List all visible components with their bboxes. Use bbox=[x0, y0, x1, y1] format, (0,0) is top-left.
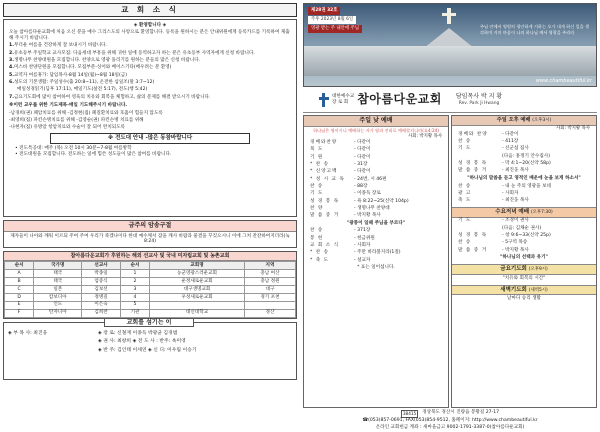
table-cell: F bbox=[5, 309, 34, 317]
table-cell: 3 bbox=[120, 285, 149, 293]
missions-box bbox=[3, 251, 297, 319]
dawn-sermon: 날마다 승리 생활 bbox=[507, 296, 541, 302]
missions-table bbox=[4, 261, 296, 317]
table-cell bbox=[244, 301, 295, 309]
table-row bbox=[5, 309, 296, 317]
col-header: 지역 bbox=[244, 262, 295, 270]
date-badge: 주후 2023년 8월 6일 bbox=[308, 16, 356, 24]
news-item: ◈ 환영합니다 ◈ bbox=[133, 23, 167, 28]
serve-row: ◈ 반 주: 김인태 이세연 ◈ 신 디: 이우림 이승기 bbox=[98, 347, 197, 353]
order-row: 찬 송 - 5구역 목송 bbox=[458, 240, 528, 246]
evangelism-body bbox=[9, 144, 291, 159]
table-cell: 운정새로운교회 bbox=[150, 278, 245, 286]
right-page bbox=[303, 3, 597, 431]
wed-service-title: 수요저녁 예배 (오후7:30) bbox=[452, 207, 596, 218]
news-item: 4.미스바 찬양단원을 모집합니다. 모집부분-싱어와 베이스기타(배우려는 분 환영) bbox=[9, 65, 172, 71]
denomination: 대한예수교 장 로 회 bbox=[332, 93, 355, 105]
order-row: 성 경 봉 독 - 막 4:1~20(신약 58p) bbox=[458, 161, 551, 167]
table-cell: 탄자니아 bbox=[34, 309, 82, 317]
table-cell: 박종일 bbox=[82, 270, 121, 278]
news-item: 오늘 참아름다운교회에 처음 오신 분을 예수 그리스도의 사랑으로 환영합니다. 등록을 원하시는 분은 안내위원에게 등록카드를 기록하여 제출해 주시기 바랍니다. bbox=[9, 30, 290, 42]
table-cell: 정병길 bbox=[82, 293, 121, 301]
evangelism-item: • 전도특공대: 매주 (목) 오전 10시 30분~7-8월 여름방학 bbox=[15, 146, 132, 152]
order-row: (다음: 김채순 권사) bbox=[502, 225, 542, 231]
order-row: 찬 양 - 생명나무 찬양대 bbox=[310, 206, 390, 211]
news-item: 7.금요기도회에 많이 참여하여 영육의 치유와 회복을 체험하고, 삶의 문제를 해결 받으시기 바랍니다. bbox=[9, 94, 211, 100]
table-cell: 캄보디아 bbox=[34, 293, 82, 301]
banner-url[interactable]: www.chambeautiful.kr bbox=[535, 77, 592, 84]
pm-service-title: 주일 오후 예배 (오후3시) bbox=[452, 116, 596, 126]
table-cell: 태국 bbox=[34, 278, 82, 286]
pm-service bbox=[451, 115, 597, 408]
news-title: 교 회 소 식 bbox=[3, 3, 297, 17]
order-row: 봉 헌 - 헌금위원 bbox=[310, 235, 375, 241]
fri-sermon: "치유와 회복의 시간" bbox=[502, 275, 546, 281]
senior-pastor: 담임목사 박 지 황 Rev. Park Ji Hwang bbox=[455, 93, 503, 106]
order-row: 광 고 - 사회자 bbox=[458, 190, 519, 196]
service-columns bbox=[303, 115, 597, 408]
order-row: 경배와찬양 - 다같이 bbox=[310, 140, 371, 146]
table-cell: 4 bbox=[120, 293, 149, 301]
order-row: 말 씀 증 거 - 박지황 목사 bbox=[310, 213, 381, 219]
news-body bbox=[3, 19, 297, 217]
col-header: 순서 bbox=[5, 262, 34, 270]
table-cell: 김보선 bbox=[82, 285, 121, 293]
am-note: * 표는 일어섭니다. bbox=[357, 265, 395, 271]
order-row: 찬 송 - 88장 bbox=[310, 184, 368, 190]
table-cell: 충남 정원 bbox=[244, 278, 295, 286]
am-service bbox=[303, 115, 449, 408]
news-item: 3.생명나무 찬양대원을 모집합니다. 찬양으로 영광 돌리기를 원하는 분들의 많은 신청 바랍니다. bbox=[9, 58, 201, 64]
table-cell: 경기 포천 bbox=[244, 293, 295, 301]
am-leader: 사회: 박지황 목사 bbox=[408, 133, 442, 139]
table-cell: 경산 bbox=[244, 309, 295, 317]
table-row bbox=[5, 285, 296, 293]
table-cell: A bbox=[5, 270, 34, 278]
church-building bbox=[304, 46, 596, 76]
table-cell: 2 bbox=[120, 278, 149, 286]
order-row: * 성 시 교 독 - 24번, 시 46편 bbox=[310, 176, 387, 182]
prayer-item: -나현자(집) 유방암 항암치료와 수술이 잘 되어 완치되도록 bbox=[9, 125, 126, 131]
bank-account: 온라인 교회헌금 계좌 : 새마을금고 9002-1791-3387-0(참아름다운교회) bbox=[375, 425, 525, 431]
table-cell: 김희찬 bbox=[82, 309, 121, 317]
order-row: 기 도 - 이종득 장로 bbox=[310, 191, 381, 197]
order-row: * 신앙고백 - 다같이 bbox=[310, 169, 371, 175]
pm-sermon: "하나님의 말씀을 듣고 영적인 배운에 눈을 보게 하소서" bbox=[467, 175, 581, 181]
order-row: 성 경 봉 독 - 욕 8:22~25(신약 104p) bbox=[310, 198, 409, 204]
theme-badge: 영광 받는 주 내안에 주님 bbox=[308, 25, 362, 33]
serve-title: 교회를 섬기는 이 bbox=[104, 318, 194, 328]
order-row: 성 경 봉 독 - 창 9:6~33(신약 25p) bbox=[458, 233, 551, 239]
serve-row: ◈ 부 목 사: 최진웅 ◈ 장 로: 신철재 이종득 박광균 김경범 bbox=[8, 330, 178, 336]
table-cell: E bbox=[5, 301, 34, 309]
missions-title: 참아름다운교회가 후원하는 해외 선교사 및 국내 미자립교회 및 농촌교회 bbox=[4, 252, 296, 261]
order-row: 경배와 찬양 - 다같이 bbox=[458, 131, 519, 137]
memory-verse-text: 제자들이 나아와 깨워 이르되 주여 주여 우리가 죽겠나이다 한대 예수께서 잠을 깨사 바람과 물결을 꾸짖으시니 이에 그쳐 잔잔하여지더라(눅 8:24) bbox=[10, 233, 290, 245]
col-header: 교회명 bbox=[150, 262, 245, 270]
order-row: 말 씀 증 거 - 박지황 목사 bbox=[458, 247, 529, 253]
banner-verse: 주님 안에서 영원히 평안하게 거하는 오가 내게 하신 일을 생각하며 거의 마음이 나의 하나님 께서 영광을 주리라 bbox=[480, 24, 590, 35]
news-item: 6.성도의 기본생활: 주일성수(출 20:8~11), 온전한 십일조(말 3:7~12) bbox=[9, 80, 155, 86]
banner bbox=[303, 3, 597, 87]
memory-verse-box bbox=[3, 220, 297, 248]
table-cell: 대구 bbox=[244, 285, 295, 293]
footer bbox=[303, 410, 597, 432]
address: 경상북도 경산시 진량읍 봉황길 27-17 bbox=[422, 410, 500, 415]
order-row: 찬 송 - 411장 bbox=[458, 139, 519, 145]
table-row bbox=[5, 270, 296, 278]
prayer-item: -남경희(권) 폐암치료를 위해 -김정현(집) 폐질환치료와 호흡이 힘들지 않도록 bbox=[9, 110, 163, 116]
wed-sermon: "하나님의 선택과 유기" bbox=[500, 255, 548, 261]
news-item: 1.무더운 여름을 건강하게 잘 보내시기 바랍니다. bbox=[9, 43, 108, 49]
news-item: 5.교역자 여름휴가: 담임목사-8월 14일(월)~8월 18일(금) bbox=[9, 72, 127, 78]
table-cell: 엄증식 bbox=[82, 278, 121, 286]
missions-header-row bbox=[5, 262, 296, 270]
table-cell: 기관 bbox=[120, 309, 149, 317]
pm-leader: 사회: 박지황 목사 bbox=[556, 125, 590, 131]
table-cell: 인도 bbox=[34, 301, 82, 309]
order-row: 교 회 소 식 - 사회자 bbox=[310, 243, 371, 249]
col-header: 순서 bbox=[120, 262, 149, 270]
table-cell: 일본 bbox=[34, 285, 82, 293]
evangelism-item: • 전도대원을 모집합니다. 전도하는 일에 힘쓴 성도들이 많은 참여를 바랍니다. bbox=[15, 151, 172, 157]
cross-icon bbox=[442, 13, 456, 16]
church-logo-icon bbox=[319, 93, 329, 107]
am-verse: 하나님은 영이시니 예배하는 자가 영과 진리로 예배할지니라(요4:24) bbox=[313, 127, 439, 133]
order-row: 묵 도 - 다같이 bbox=[310, 147, 371, 153]
zip-code: 38415 bbox=[401, 410, 418, 418]
am-service-title: 주일 낮 예배 bbox=[304, 116, 448, 127]
am-sermon: "광풍이 일때 주님을 부르다" bbox=[346, 220, 406, 226]
table-cell: 충남 여산 bbox=[244, 270, 295, 278]
order-row: 기 원 - 다같이 bbox=[310, 154, 371, 160]
memory-verse-title: 금주의 암송구절 bbox=[4, 221, 296, 232]
table-row bbox=[5, 293, 296, 301]
order-row: * 축 도 - 설교자 bbox=[310, 257, 371, 263]
news-item: 매일성경읽기(딤후 17:11), 매일기도(살전 5:17), 전도(행 5:42) bbox=[17, 87, 148, 93]
table-cell: B bbox=[5, 278, 34, 286]
table-row bbox=[5, 278, 296, 286]
order-row: * 찬 송 - 주만 바라볼지라(1절) bbox=[310, 250, 401, 256]
table-row bbox=[5, 301, 296, 309]
church-header bbox=[303, 87, 597, 113]
order-row: 찬 송 - 371장 bbox=[310, 228, 371, 234]
contact: ☎(053)857-0691, FAX(053)854-9512, 홈페이지: http://www.chambeautiful.kr bbox=[362, 418, 538, 424]
order-row: 기 도 - 조경이 권사 bbox=[458, 218, 529, 224]
table-cell: C bbox=[5, 285, 34, 293]
dawn-service-title: 새벽기도회 (새벽5시) bbox=[452, 285, 596, 296]
volume-badge: 제28권 32호 bbox=[308, 7, 340, 15]
church-name: 참아름다운교회 bbox=[357, 92, 442, 106]
table-cell: 대신대학교 bbox=[150, 309, 245, 317]
order-row: 말 씀 증 거 - 최진웅 목사 bbox=[458, 168, 529, 174]
table-cell: 이은숙 bbox=[82, 301, 121, 309]
table-cell: 1 bbox=[120, 270, 149, 278]
serve-body bbox=[4, 323, 296, 355]
table-cell: D bbox=[5, 293, 34, 301]
order-row: * 찬 송 - 31장 bbox=[310, 162, 368, 168]
table-cell: 태국 bbox=[34, 270, 82, 278]
table-cell: 농군영광스러운교회 bbox=[150, 270, 245, 278]
serve-box bbox=[3, 318, 297, 380]
order-row: 기 도 - 신군섭 집사 bbox=[458, 146, 529, 152]
table-cell bbox=[150, 301, 245, 309]
order-row: 축 도 - 최진웅 목사 bbox=[458, 198, 529, 204]
news-item: 2.유초등부 주일학교 교사모집: 다음세대 부흥을 위해 귀한 일에 동역하고자 하는 분은 유초등부 사역자에게 신청 바랍니다. bbox=[9, 50, 255, 56]
serve-row: ◈ 권 사: 최창희 ◈ 전 도 사 : 반주: 옥미영 bbox=[98, 339, 186, 345]
evangelism-head: ※ 전도대 안내 -많은 동참바랍니다 bbox=[50, 133, 250, 144]
table-cell: 우성새로운교회 bbox=[150, 293, 245, 301]
col-header: 선교사 bbox=[82, 262, 121, 270]
order-row: (다음: 홍정기 안수집사) bbox=[502, 153, 550, 159]
prayer-head: ※이런 교우를 위한 기도제목-매일 기도해주시기 바랍니다. bbox=[9, 103, 128, 109]
left-page bbox=[3, 3, 297, 421]
order-row: 찬 송 - 내 눈 주의 영광을 보네 bbox=[458, 183, 551, 189]
cross-icon bbox=[447, 8, 451, 24]
table-cell: 5 bbox=[120, 301, 149, 309]
church-roof bbox=[424, 28, 474, 48]
prayer-item: -최영희(집) 파킨슨병치료를 위해 -김영순(권) 파킨슨병 치료를 위해 bbox=[9, 118, 144, 124]
fri-service-title: 금요기도회 (오후9시) bbox=[452, 264, 596, 275]
table-cell: 대구생명교회 bbox=[150, 285, 245, 293]
col-header: 국가명 bbox=[34, 262, 82, 270]
